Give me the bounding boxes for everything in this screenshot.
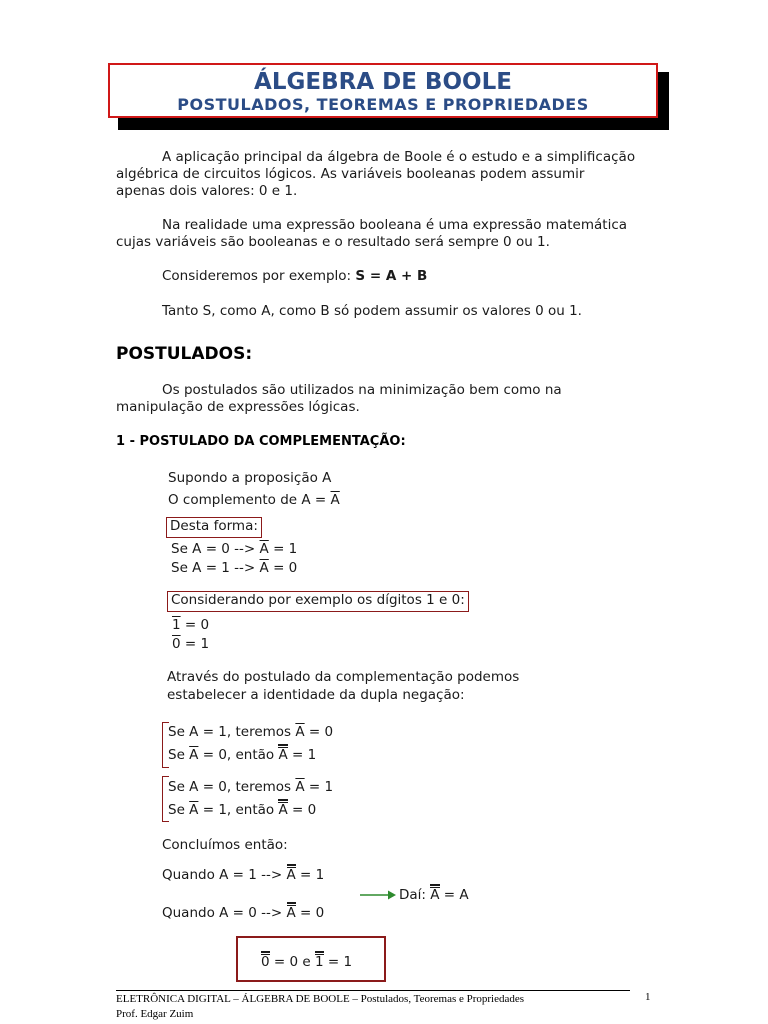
se1-suffix: = 1 [268,541,298,557]
g1b-suffix: = 1 [287,747,317,763]
intro-paragraph-3 [162,268,427,285]
zero-double-bar: 0 [261,954,270,970]
g2b-prefix: Se [168,802,190,818]
note-zero-bar [172,636,209,653]
a-double-bar: A [286,905,296,921]
page-title: ÁLGEBRA DE BOOLE [254,69,512,95]
title-box [108,63,658,118]
postulados-paragraph: Os postulados são utilizados na minimização bem como na manipulação de expressões lógicas. [116,382,562,415]
a-double-bar: A [430,887,440,903]
g2b-suffix: = 0 [287,802,317,818]
note-atraves-2: estabelecer a identidade da dupla negação: [167,687,465,703]
se2-prefix: Se A = 1 --> [171,560,260,576]
considerando-label: Considerando por exemplo os dígitos 1 e 0: [171,592,465,608]
final-mid: = 0 e [269,954,315,970]
g1b-prefix: Se [168,747,190,763]
right-arrow-icon [360,889,396,901]
intro-paragraph-4: Tanto S, como A, como B só podem assumir os valores 0 ou 1. [162,303,582,319]
one-double-bar: 1 [314,954,324,970]
eq-one: = 1 [180,636,210,652]
note-dai [399,887,469,904]
quando2-prefix: Quando A = 0 --> [162,905,287,921]
intro-paragraph-1: A aplicação principal da álgebra de Boole é o estudo e a simplificação algébrica de circuitos lógicos. As variáveis booleanas podem assumir apenas dois valores: 0 e 1. [116,149,636,199]
note-quando-1 [162,867,324,884]
note-complemento [168,492,340,509]
final-suffix: = 1 [323,954,353,970]
g2a-prefix: Se A = 0, teremos [168,779,296,795]
note-se-a-1 [171,560,297,577]
page-number: 1 [645,991,651,1003]
note-quando-2 [162,905,324,922]
box-final-identity [236,936,386,982]
g1a-prefix: Se A = 1, teremos [168,724,296,740]
a-bar: $\overline{A}$ [189,747,199,763]
sub-heading-complementacao: 1 - POSTULADO DA COMPLEMENTAÇÃO: [116,434,406,449]
a-double-bar: A [286,867,296,883]
note-supondo: Supondo a proposição A [168,470,332,486]
one-bar: 1 [172,617,181,633]
group1-line-b [168,747,316,764]
group1-line-a [168,724,333,741]
intro-paragraph-2: Na realidade uma expressão booleana é uma expressão matemática cujas variáveis são booleanas e o resultado será sempre 0 ou 1. [116,217,628,250]
example-label: Consideremos por exemplo: [162,268,352,284]
eq-zero: = 0 [180,617,210,633]
complement-prefix: O complemento de A = [168,492,331,508]
a-bar: $\overline{A}$ [259,560,269,576]
se2-suffix: = 0 [268,560,298,576]
quando1-prefix: Quando A = 1 --> [162,867,287,883]
g1a-suffix: = 0 [304,724,334,740]
final-identity [261,954,381,971]
g2b-mid: = 1, então [198,802,279,818]
footer-divider [116,990,630,991]
page-subtitle: POSTULADOS, TEOREMAS E PROPRIEDADES [177,95,589,114]
note-concluimos: Concluímos então: [162,837,288,853]
desta-forma-label: Desta forma: [170,518,258,534]
section-heading-postulados: POSTULADOS: [116,344,253,364]
box-considerando [167,591,469,612]
group2-line-a [168,779,333,796]
a-double-bar: A [278,802,288,818]
a-bar: $\overline{A}$ [189,802,199,818]
note-se-a-0 [171,541,297,558]
a-double-bar: A [278,747,288,763]
note-atraves-1: Através do postulado da complementação podemos [167,669,520,685]
g2a-suffix: = 1 [304,779,334,795]
g1b-mid: = 0, então [198,747,279,763]
example-expression: S = A + B [355,268,428,284]
dai-prefix: Daí: [399,887,431,903]
quando1-suffix: = 1 [295,867,325,883]
a-bar: $\overline{A}$ [259,541,269,557]
zero-bar: 0 [172,636,181,652]
group2-line-b [168,802,316,819]
a-bar: $\overline{A}$ [295,724,305,740]
footer-title: ELETRÔNICA DIGITAL – ÁLGEBRA DE BOOLE – Postulados, Teoremas e Propriedades [116,993,525,1005]
note-one-bar [172,617,209,634]
dai-suffix: = A [439,887,469,903]
box-desta-forma [166,517,262,538]
a-bar: $\overline{A}$ [295,779,305,795]
a-bar: $\overline{A}$ [330,492,340,508]
quando2-suffix: = 0 [295,905,325,921]
footer-author: Prof. Edgar Zuim [116,1008,194,1020]
se1-prefix: Se A = 0 --> [171,541,260,557]
